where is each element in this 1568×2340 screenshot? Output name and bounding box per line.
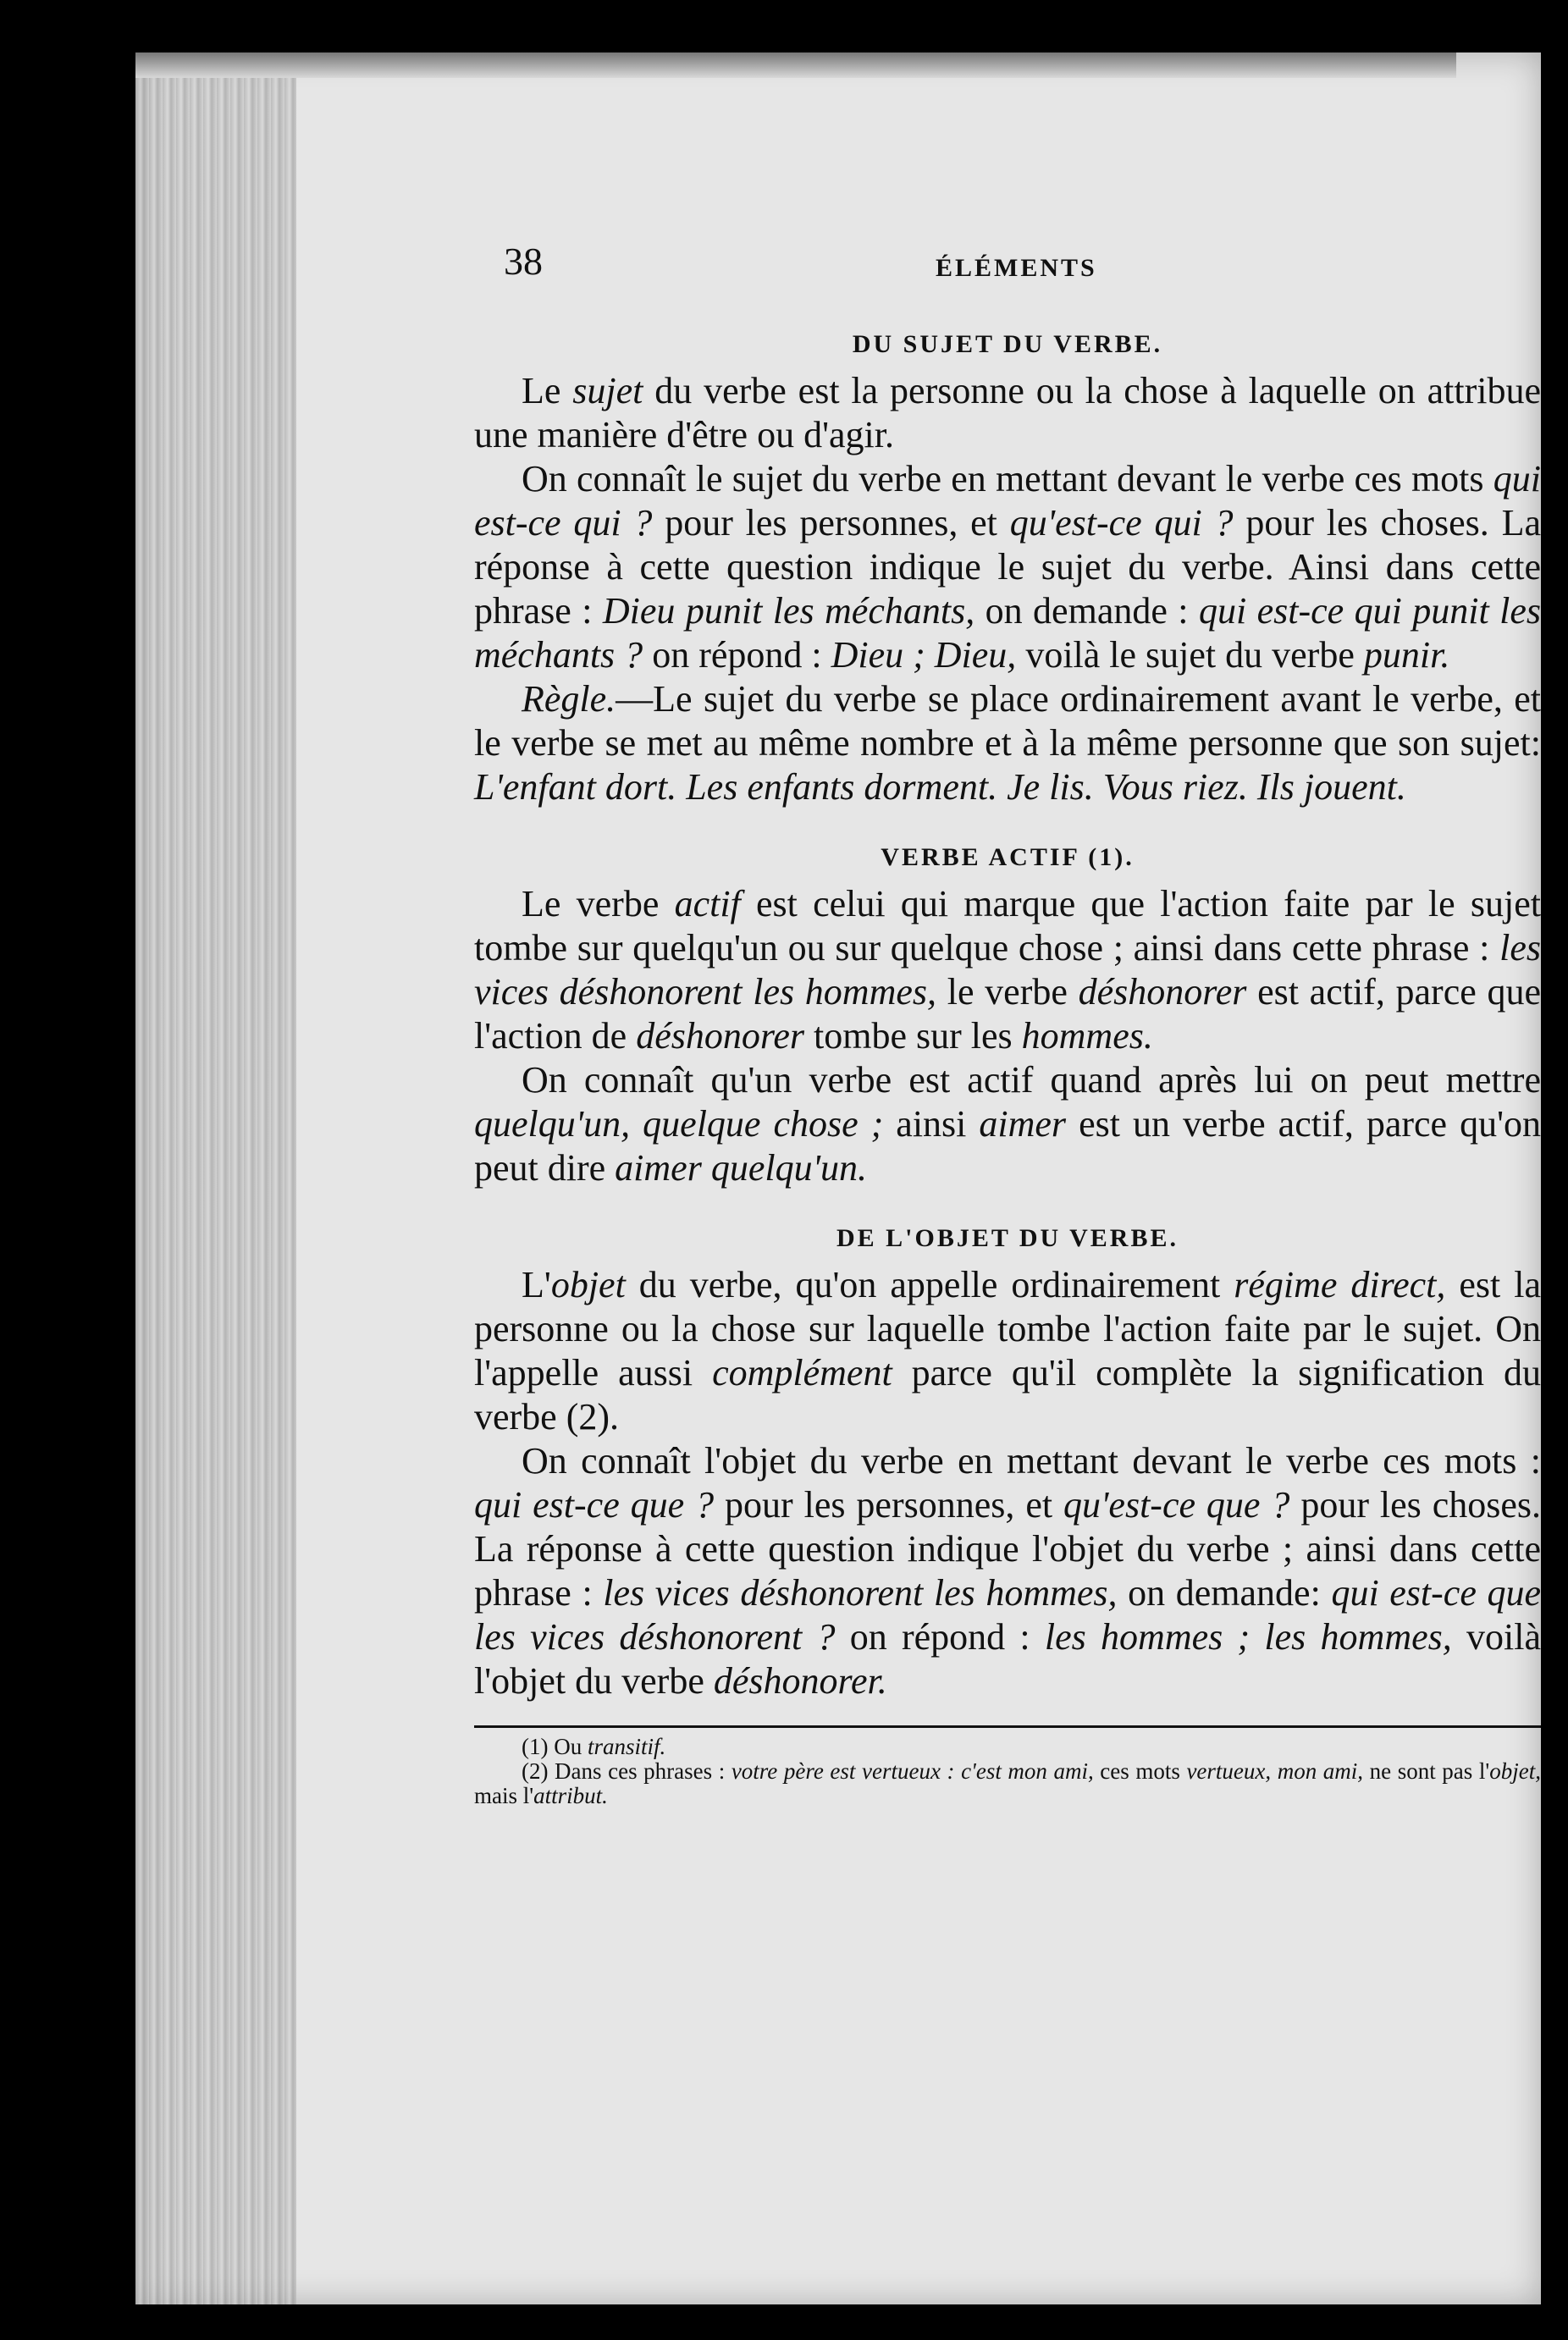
paragraph-rule: Règle.—Le sujet du verbe se place ordinairement avant le verbe, et le verbe se met au même nombre et à la même personne que son sujet: L'enfant dort. Les enfants dorment. Je lis. Vous riez. Ils jouent. <box>474 678 1541 808</box>
page-edge-stack <box>135 52 296 2304</box>
paragraph: On connaît qu'un verbe est actif quand après lui on peut mettre quelqu'un, quelque chose ; ainsi aimer est un verbe actif, parce qu'on peut dire aimer quelqu'un. <box>474 1059 1541 1189</box>
page-top-edge <box>135 52 1456 78</box>
running-title: ÉLÉMENTS <box>936 254 1097 282</box>
section-title-objet: DE L'OBJET DU VERBE. <box>836 1224 1179 1252</box>
section-title-sujet: DU SUJET DU VERBE. <box>852 330 1163 358</box>
footnote-divider <box>474 1725 1541 1728</box>
footnote-2: (2) Dans ces phrases : votre père est vertueux : c'est mon ami, ces mots vertueux, mon ami, ne sont pas l'objet, mais l'attribut. <box>474 1758 1541 1808</box>
footnote-1: (1) Ou transitif. <box>522 1734 666 1759</box>
paragraph: Le sujet du verbe est la personne ou la chose à laquelle on attribue une manière d'être ou d'agir. <box>474 370 1542 455</box>
paragraph: On connaît le sujet du verbe en mettant devant le verbe ces mots qui est-ce qui ? pour les personnes, et qu'est-ce qui ? pour les choses. La réponse à cette question indique le sujet du verbe. Ainsi dans cette phrase : Dieu punit les méchants, on demande : qui est-ce qui punit les méchants ? on répond : Dieu ; Dieu, voilà le sujet du verbe punir. <box>474 458 1541 676</box>
section-title-verbe-actif: VERBE ACTIF (1). <box>881 843 1135 871</box>
paragraph: L'objet du verbe, qu'on appelle ordinairement régime direct, est la personne ou la chose sur laquelle tombe l'action faite par le sujet. On l'appelle aussi complément parce qu'il complète la signification du verbe (2). <box>474 1264 1541 1438</box>
page-text <box>474 229 1541 1808</box>
page-number: 38 <box>504 240 543 283</box>
paragraph: On connaît l'objet du verbe en mettant devant le verbe ces mots : qui est-ce que ? pour les personnes, et qu'est-ce que ? pour les choses. La réponse à cette question indique l'objet du verbe ; ainsi dans cette phrase : les vices déshonorent les hommes, on demande: qui est-ce que les vices déshonorent ? on répond : les hommes ; les hommes, voilà l'objet du verbe déshonorer. <box>474 1440 1542 1702</box>
page-header <box>474 229 1541 296</box>
paragraph: Le verbe actif est celui qui marque que l'action faite par le sujet tombe sur quelqu'un ou sur quelque chose ; ainsi dans cette phrase : les vices déshonorent les hommes, le verbe déshonorer est actif, parce que l'action de déshonorer tombe sur les hommes. <box>474 883 1541 1057</box>
